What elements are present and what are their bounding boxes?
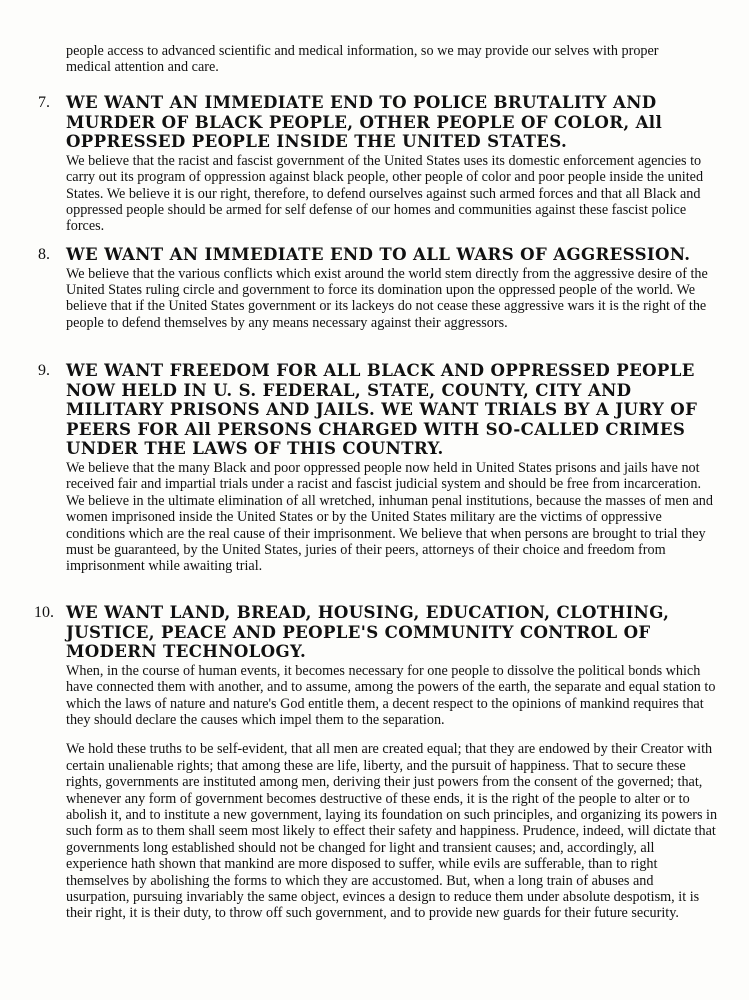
point-number: 7. xyxy=(38,94,50,111)
point-body: When, in the course of human events, it becomes necessary for one people to dissolve the political bonds which have connected them with another, and to assume, among the powers of the earth, the separate and equal station to which the laws of nature and nature's God entitle them, a decent respect to the opinions of mankind requires that they should declare the causes which impel them to the separation. xyxy=(66,662,716,728)
point-body: We believe that the various conflicts which exist around the world stem directly from the aggressive desire of the United States ruling circle and government to force its domination upon the oppressed people of the world. We believe that if the United States government or its lackeys do not cease these aggressive wars it is the right of the people to defend themselves by any means necessary against their aggressors. xyxy=(66,265,708,331)
point-heading: WE WANT LAND, BREAD, HOUSING, EDUCATION, CLOTHING, JUSTICE, PEACE AND PEOPLE'S COMMUNITY CONTROL OF MODERN TECHNOLOGY. xyxy=(66,602,670,662)
point-9 xyxy=(38,360,718,575)
point-body-continued: We hold these truths to be self-evident, that all men are created equal; that they are endowed by their Creator with certain unalienable rights; that among these are life, liberty, and the pursuit of happiness. That to secure these rights, governments are instituted among men, deriving their just powers from the consent of the governed; that, whenever any form of government becomes destructive of these ends, it is the right of the people to alter or to abolish it, and to institute a new government, laying its foundation on such principles, and organizing its powers in such form as to them shall seem most likely to effect their safety and happiness. Prudence, indeed, will dictate that governments long established should not be changed for light and transient causes; and, accordingly, all experience hath shown that mankind are more disposed to suffer, while evils are sufferable, than to right themselves by abolishing the forms to which they are accustomed. But, when a long train of abuses and usurpation, pursuing invariably the same object, evinces a design to reduce them under absolute despotism, it is their right, it is their duty, to throw off such government, and to provide new guards for their future security. xyxy=(66,741,718,922)
point-heading: WE WANT FREEDOM FOR ALL BLACK AND OPPRESSED PEOPLE NOW HELD IN U. S. FEDERAL, STATE, COUNTY, CITY AND MILITARY PRISONS AND JAILS. WE WANT TRIALS BY A JURY OF PEERS FOR All PERSONS CHARGED WITH SO-CALLED CRIMES UNDER THE LAWS OF THIS COUNTRY. xyxy=(66,360,698,459)
point-body: We believe that the many Black and poor oppressed people now held in United States prisons and jails have not received fair and impartial trials under a racist and fascist judicial system and should be free from incarceration. We believe in the ultimate elimination of all wretched, inhuman penal institutions, because the masses of men and women imprisoned inside the United States or by the United States military are the victims of oppressive conditions which are the real cause of their imprisonment. We believe that when persons are brought to trial they must be guaranteed, by the United States, juries of their peers, attorneys of their choice and freedom from imprisonment while awaiting trial. xyxy=(66,459,713,575)
point-number: 8. xyxy=(38,246,50,263)
point-7 xyxy=(38,92,718,235)
point-heading: WE WANT AN IMMEDIATE END TO POLICE BRUTALITY AND MURDER OF BLACK PEOPLE, OTHER PEOPLE OF COLOR, All OPPRESSED PEOPLE INSIDE THE UNITED STATES. xyxy=(66,92,663,152)
point-heading: WE WANT AN IMMEDIATE END TO ALL WARS OF AGGRESSION. xyxy=(66,244,691,264)
point-number: 9. xyxy=(38,362,50,379)
intro-paragraph: people access to advanced scientific and medical information, so we may provide our selves with proper medical attention and care. xyxy=(66,43,659,76)
point-number: 10. xyxy=(34,604,54,621)
point-8 xyxy=(38,244,718,331)
point-body: We believe that the racist and fascist government of the United States uses its domestic enforcement agencies to carry out its program of oppression against black people, other people of color and poor people inside the united States. We believe it is our right, therefore, to defend ourselves against such armed forces and that all Black and oppressed people should be armed for self defense of our homes and communities against these fascist police forces. xyxy=(66,152,704,235)
point-10 xyxy=(34,602,718,922)
